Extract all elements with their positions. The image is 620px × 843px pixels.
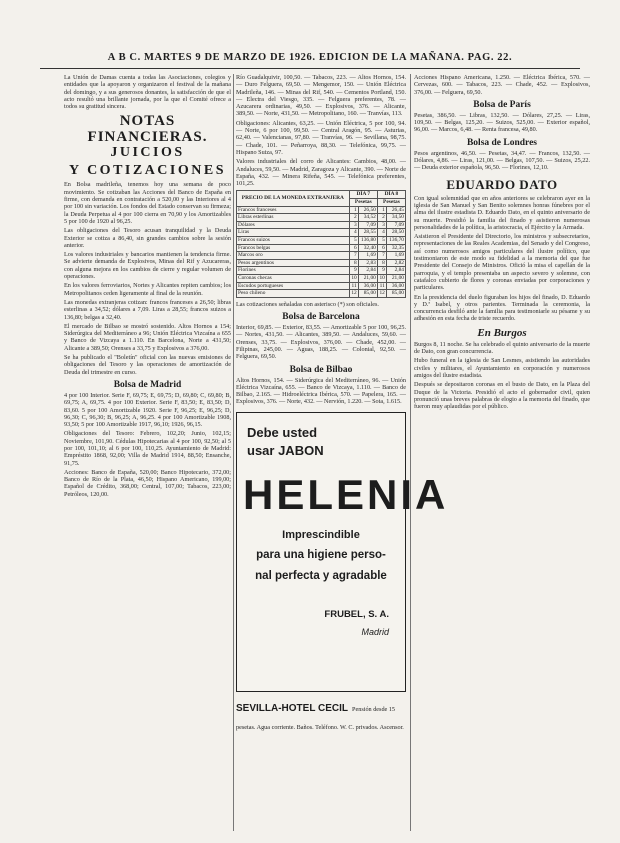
financial-notes-title: NOTAS FINANCIERAS.: [87, 113, 208, 146]
hotel-name: SEVILLA-HOTEL CECIL: [236, 702, 349, 714]
hotel-ad: [236, 698, 406, 734]
currency-value-7: 36,00: [358, 282, 377, 290]
masthead-rule: [40, 68, 580, 69]
currency-row: [237, 206, 406, 214]
currency-number-8: 12: [377, 290, 386, 298]
judgments-title: JUICIOS: [110, 145, 185, 161]
currency-value-7: 26,50: [358, 206, 377, 214]
currency-name: Francos suizos: [237, 237, 350, 245]
currency-number-8: 8: [377, 259, 386, 267]
currency-name: Libras esterlinas: [237, 214, 350, 222]
currency-table-header: PRECIO DE LA MONEDA EXTRANJERA: [237, 191, 350, 206]
currency-value-7: 136,80: [358, 237, 377, 245]
dato-article-paragraph: Asistieron el Presidente del Directorio, los ministros y subsecretarios, representaciones de las Reales Academias, del Senado y del Congreso, así como numerosos amigos particulares del ilustre político, que testimoniaron de este modo su fidelidad a la memoria del que fue Presidente del Consejo de Ministros. Ofició la misa el capellán de la parroquia, y el templo presentaba un aspecto severo y solemne, con catafalco cubierto de flores y coronas enviadas por corporaciones y particulares.: [414, 233, 590, 292]
ad-city: Madrid: [361, 626, 389, 637]
currency-value-8: 21,00: [386, 274, 405, 282]
currency-number-7: 6: [349, 244, 358, 252]
ad-line-3: Imprescindible: [282, 528, 360, 541]
currency-name: Coronas checas: [237, 274, 350, 282]
currency-row: [237, 237, 406, 245]
currency-value-8: 26,45: [386, 206, 405, 214]
currency-number-7: 8: [349, 259, 358, 267]
ad-line-1: Debe usted: [247, 424, 318, 440]
madrid-quotes: Acciones: Banco de España, 520,00; Banco Hipotecario, 372,00; Banco de Río de la Plata, 46,50; Hispano Americano, 199,00; Español de Crédito, 368,00; Central, 107,00; Tabacos, 223,00; Petróleos, 120,00.: [64, 468, 231, 498]
currency-number-8: 9: [377, 267, 386, 275]
paris-quotes: Pesetas, 386,50. — Libras, 132,50. — Dólares, 27,25. — Liras, 109,50. — Belgas, 125,20. — Suizos, 525,00. — Exterior español, 96,00. — Marcos, 6,48. — Renta francesa, 49,80.: [414, 111, 590, 134]
ad-brand: HELENIA: [243, 470, 449, 518]
currency-number-7: 7: [349, 252, 358, 260]
financial-paragraph: En Bolsa madrileña, tenemos hoy una semana de poco movimiento. Se cotizaban las Acciones del Banco de España en firme, con demanda en contratación a 520,00 y las Interiores al 4 por 100 sin variación. Los fondos del Estado conservan su firmeza; la Deuda Perpetua al 4 por 100 cierra en 70,90 y los Amortizables 5 por 100 de 1920 al 96,25.: [64, 181, 231, 225]
column-1: [64, 74, 231, 831]
currency-row: [237, 282, 406, 290]
burgos-heading: En Burgos: [477, 326, 527, 339]
currency-value-8: 34,50: [386, 214, 405, 222]
column-divider-1: [233, 74, 234, 831]
currency-value-8: 7,09: [386, 221, 405, 229]
currency-name: Pesos argentinos: [237, 259, 350, 267]
ad-line-4: para una higiene perso-: [256, 548, 386, 561]
masthead: A B C. MARTES 9 DE MARZO DE 1926. EDICION DE LA MAÑANA. PAG. 22.: [107, 52, 513, 63]
dato-article-paragraph: En la presidencia del duelo figuraban los hijos del finado, D. Eduardo y D.ª Isabel, y otros parientes. Terminada la ceremonia, la concurrencia desfiló ante la familia para testimoniarle su pésame y su adhesión en esta fecha de triste recuerdo.: [414, 293, 590, 323]
market-paragraph: Obligaciones: Alicantes, 63,25. — Unión Eléctrica, 5 por 100, 94. — Norte, 6 por 100, 99,50. — Central Aragón, 95. — Asturias, 62,40. — Valencianas, 97,80. — Tranvías, 96. — Sevillana, 98,75. — Chade, 101. — Peñarroya, 88,30. — Telefónica, 99,75. — Hispano Suiza, 97.: [236, 119, 406, 156]
currency-row: [237, 229, 406, 237]
currency-value-8: 2,84: [386, 267, 405, 275]
currency-number-7: 2: [349, 214, 358, 222]
currency-number-7: 1: [349, 206, 358, 214]
hotel-description: Pensión desde 15 pesetas. Agua corriente. Baños. Teléfono. W. C. privados. Ascensor.: [236, 705, 404, 731]
column-divider-2: [410, 74, 411, 831]
burgos-paragraph: Hubo funeral en la iglesia de San Lesmes, asistiendo las autoridades civiles y militares, el Ayuntamiento en corporación y numerosos amigos del ilustre estadista.: [414, 357, 590, 379]
currency-row: [237, 267, 406, 275]
market-paragraph: Río Guadalquivir, 100,50. — Tabacos, 223. — Altos Hornos, 154. — Duro Felguera, 69,50. — Mengemor, 150. — Unión Eléctrica Madrileña, 146. — Minas del Rif, 540. — Cementos Portland, 150. — Electra del Viesgo, 335. — Felguera preferentes, 78. — Azucarera ordinarias, 49,50. — Explosivos, 376. — Alicante, 389,50. — Norte, 431,50. — Metropolitano, 160. — Tranvías, 113.: [236, 74, 406, 118]
currency-table-subheader: Pesetas: [377, 199, 405, 207]
currency-value-7: 32,40: [358, 244, 377, 252]
bolsa-londres-heading: Bolsa de Londres: [466, 137, 538, 148]
ad-line-2: usar JABON: [247, 442, 324, 458]
currency-value-8: 1,69: [386, 252, 405, 260]
financial-paragraph: Las obligaciones del Tesoro acusan tranquilidad y la Deuda Exterior se cotiza a 86,40, sin grandes cambios sobre la sesión anterior.: [64, 227, 231, 249]
quotations-title: Y COTIZACIONES: [68, 163, 226, 179]
currency-value-7: 85,00: [358, 290, 377, 298]
currency-name: Liras: [237, 229, 350, 237]
currency-name: Escudos portugueses: [237, 282, 350, 290]
currency-note: Las cotizaciones señaladas con asterisco (*) son oficiales.: [236, 300, 379, 308]
burgos-paragraph: Burgos 8, 11 noche. Se ha celebrado el quinto aniversario de la muerte de Dato, con gran concurrencia.: [414, 340, 590, 356]
currency-row: [237, 244, 406, 252]
currency-name: Francos belgas: [237, 244, 350, 252]
bolsa-madrid-heading: Bolsa de Madrid: [113, 379, 182, 390]
currency-number-8: 10: [377, 274, 386, 282]
ad-company: FRUBEL, S. A.: [324, 608, 389, 620]
currency-row: [237, 221, 406, 229]
currency-value-8: 2,82: [386, 259, 405, 267]
currency-number-8: 2: [377, 214, 386, 222]
currency-number-7: 5: [349, 237, 358, 245]
currency-table-day8: DÍA 8: [377, 191, 405, 199]
currency-row: [237, 274, 406, 282]
currency-value-7: 21,00: [358, 274, 377, 282]
currency-name: Peso chileno: [237, 290, 350, 298]
currency-number-8: 4: [377, 229, 386, 237]
currency-row: [237, 214, 406, 222]
madrid-quotes: 4 por 100 Interior. Serie F, 69,75; E, 69,75; D, 69,80; C, 69,80; B, 69,75; A, 69,75. 4 por 100 Exterior. Serie F, 83,50; E, 83,50; D, 83,60. 5 por 100 Amortizable 1920. Serie F, 96,25; E, 96,25; D, 96,30; C, 96,30; B, 96,25; A, 96,25. 4 por 100 Amortizable 1908, 93,50; 5 por 100 Amortizable 1917, 96,10; 1926, 96,15.: [64, 391, 231, 429]
helenia-soap-ad: [236, 412, 449, 692]
currency-row: [237, 259, 406, 267]
currency-number-7: 10: [349, 274, 358, 282]
currency-number-7: 9: [349, 267, 358, 275]
currency-value-7: 7,09: [358, 221, 377, 229]
barcelona-quotes: Interior, 69,85. — Exterior, 83,55. — Amortizable 5 por 100, 96,25. — Nortes, 431,50. — Alicantes, 389,50. — Andaluces, 59,60. — Orenses, 33,75. — Explosivos, 376,00. — Chade, 452,00. — Filipinas, 245,00. — Aguas, 188,25. — Colonial, 92,50. — Felguera, 69,50.: [236, 324, 406, 361]
currency-value-7: 2,84: [358, 267, 377, 275]
currency-table: [236, 190, 406, 297]
financial-paragraph: En los valores ferroviarios, Nortes y Alicantes repiten cambios; los Metropolitanos ceden ligeramente al final de la reunión.: [64, 282, 231, 297]
currency-number-7: 12: [349, 290, 358, 298]
currency-value-7: 34,52: [358, 214, 377, 222]
financial-paragraph: Los valores industriales y bancarios mantienen la tendencia firme. Se advierte demanda de Explosivos, Minas del Rif y Azucareras, con alguna mejora en los cambios de cierre y regular volumen de operaciones.: [64, 251, 231, 281]
currency-number-8: 5: [377, 237, 386, 245]
london-quotes: Pesos argentinos, 46,50. — Pesetas, 34,47. — Francos, 132,50. — Dólares, 4,86. — Liras, 121,00. — Belgas, 107,50. — Suizos, 25,22. — Deuda exterior española, 96,50. — Florines, 12,10.: [414, 149, 590, 172]
market-paragraph: Acciones Hispano Americana, 1.250. — Eléctrica Ibérica, 570. — Cervezas, 600. — Tabacos, 223. — Chade, 452. — Explosivos, 376,00. — Felguera, 69,50.: [414, 74, 590, 96]
currency-value-8: 28,50: [386, 229, 405, 237]
ad-line-5: nal perfecta y agradable: [255, 569, 387, 582]
currency-row: [237, 290, 406, 298]
currency-value-8: 136,70: [386, 237, 405, 245]
currency-row: [237, 252, 406, 260]
currency-value-7: 1,69: [358, 252, 377, 260]
currency-name: Florines: [237, 267, 350, 275]
currency-number-8: 11: [377, 282, 386, 290]
market-paragraph: Valores industriales del corro de Alicantes: Cambios, 48,00. — Andaluces, 59,50. — Madrid, Zaragoza y Alicante, 390. — Norte de España, 432. — Minera Rifeña, 545. — Telefónica preferentes, 101,25.: [236, 158, 406, 188]
currency-number-8: 3: [377, 221, 386, 229]
eduardo-dato-heading: EDUARDO DATO: [446, 176, 558, 192]
currency-value-8: 32,35: [386, 244, 405, 252]
financial-paragraph: El mercado de Bilbao se mostró sostenido. Altos Hornos a 154; Siderúrgica del Mediterráneo a 96; Unión Eléctrica Vizcaína a 655 y Banco de Vizcaya a 1.110. En Barcelona, Norte a 431,50; Alicante a 389,50; Orenses a 33,75 y Explosivos a 376,00.: [64, 322, 231, 352]
bilbao-quotes: Altos Hornos, 154. — Siderúrgica del Mediterráneo, 96. — Unión Eléctrica Vizcaína, 655. — Banco de Vizcaya, 1.110. — Banco de Bilbao, 2.165. — Hidroeléctrica Ibérica, 570. — Papelera, 165. — Explosivos, 376. — Norte, 432. — Nervión, 1.220. — Sota, 1.615.: [236, 376, 406, 406]
currency-name: Dólares: [237, 221, 350, 229]
bolsa-barcelona-heading: Bolsa de Barcelona: [282, 312, 360, 323]
currency-number-7: 11: [349, 282, 358, 290]
currency-number-8: 7: [377, 252, 386, 260]
currency-value-7: 2,83: [358, 259, 377, 267]
bolsa-paris-heading: Bolsa de París: [473, 99, 531, 110]
currency-name: Marcos oro: [237, 252, 350, 260]
column-3: [414, 74, 590, 831]
currency-value-8: 36,00: [386, 282, 405, 290]
burgos-paragraph: Después se depositaron coronas en el busto de Dato, en la Plaza del Duque de la Victoria. Presidió el acto el gobernador civil, quien pronunció unas breves palabras de elogio a la memoria del finado, que fueron muy aplaudidas por el público.: [414, 381, 590, 411]
currency-number-8: 6: [377, 244, 386, 252]
madrid-quotes: Obligaciones del Tesoro: Febrero, 102,20; Junio, 102,15; Noviembre, 101,90. Cédulas Hipotecarias al 4 por 100, 92,50; al 5 por 100, 101,10; al 6 por 100, 110,25. Ayuntamiento de Madrid: Empréstito 1868, 92,00; Villa de Madrid 1914, 88,50; Ensanche, 91,75.: [64, 430, 231, 467]
union-damas-notice: La Unión de Damas cuenta a todas las Asociaciones, colegios y entidades que la apoyaron y organizaron el festival de la mañana del domingo, y a sus generosos donantes, la satisfacción de que el acto resultó una brillante jornada, por la que el Comité ofrece a todos su gratitud sincera.: [64, 74, 231, 111]
column-2: [236, 74, 449, 831]
currency-table-day7: DÍA 7: [349, 191, 377, 199]
currency-number-7: 4: [349, 229, 358, 237]
dato-article-paragraph: Con igual solemnidad que en años anteriores se celebraron ayer en la iglesia de San Manuel y San Benito solemnes honras fúnebres por el alma del ilustre estadista D. Eduardo Dato, en el quinto aniversario de su muerte. Presidió la familia del finado y asistieron numerosas personalidades de la política, la aristocracia, el Ejército y la Armada.: [414, 194, 590, 231]
currency-name: Francos franceses: [237, 206, 350, 214]
currency-value-8: 85,00: [386, 290, 405, 298]
bolsa-bilbao-heading: Bolsa de Bilbao: [289, 364, 353, 375]
currency-number-7: 3: [349, 221, 358, 229]
financial-paragraph: Se ha publicado el "Boletín" oficial con las nuevas emisiones de obligaciones del Tesoro y las operaciones de amortización de Deuda del trimestre en curso.: [64, 354, 231, 376]
currency-table-subheader: Pesetas: [349, 199, 377, 207]
financial-paragraph: Las monedas extranjeras cotizan: francos franceses a 26,50; libras esterlinas a 34,52; dólares a 7,09. Liras a 28,55; francos suizos a 136,80; belgas a 32,40.: [64, 298, 231, 321]
currency-number-8: 1: [377, 206, 386, 214]
currency-value-7: 28,55: [358, 229, 377, 237]
